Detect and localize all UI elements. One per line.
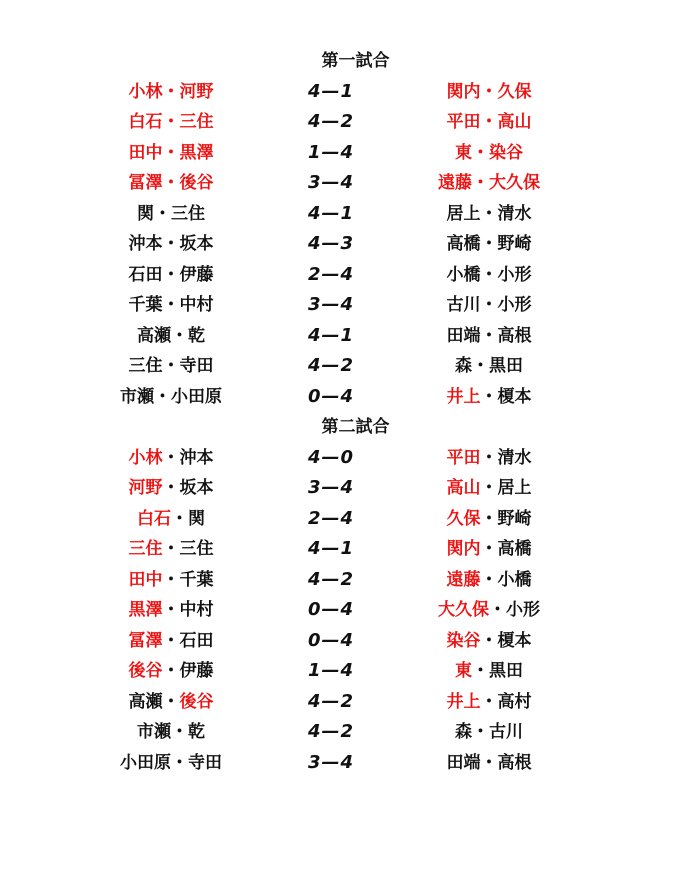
player-name: 石田 [128, 264, 163, 285]
section-title: 第二試合 [321, 417, 390, 437]
match-row [0, 321, 699, 352]
right-pair [414, 687, 564, 718]
right-pair [414, 321, 564, 352]
player-name: 黒田 [489, 356, 523, 376]
right-pair [414, 473, 564, 504]
left-pair [96, 626, 246, 657]
player-name: 小形 [506, 600, 540, 620]
match-score: 4—1 [307, 538, 355, 559]
name-separator: ・ [480, 569, 498, 590]
right-pair [414, 534, 564, 565]
player-name: 東 [455, 142, 472, 163]
right-pair [414, 260, 564, 291]
player-name: 白石 [137, 508, 171, 529]
right-pair [414, 77, 564, 108]
match-score: 0—4 [307, 599, 355, 620]
player-name: 坂本 [179, 234, 214, 254]
player-name: 居上 [446, 203, 481, 224]
player-name: 古川 [446, 295, 481, 315]
left-pair [96, 107, 246, 138]
name-separator: ・ [480, 508, 498, 529]
left-pair [96, 717, 246, 748]
left-pair [96, 260, 246, 291]
match-row [0, 290, 699, 321]
match-row [0, 565, 699, 596]
name-separator: ・ [162, 142, 180, 163]
player-name: 黒澤 [179, 142, 214, 163]
name-separator: ・ [480, 539, 498, 559]
name-separator: ・ [480, 386, 498, 407]
player-name: 野崎 [497, 234, 532, 254]
player-name: 高山 [446, 478, 481, 498]
left-pair [96, 656, 246, 687]
player-name: 高瀬 [137, 325, 171, 346]
match-score: 4—2 [307, 721, 355, 742]
player-name: 関内 [446, 81, 481, 102]
player-name: 千葉 [179, 569, 214, 590]
match-score: 4—2 [307, 568, 355, 590]
player-name: 井上 [446, 386, 481, 407]
right-pair [414, 168, 564, 199]
right-pair [414, 748, 564, 779]
name-separator: ・ [480, 752, 498, 773]
player-name: 高山 [497, 112, 532, 132]
name-separator: ・ [489, 600, 506, 620]
name-separator: ・ [480, 112, 498, 132]
player-name: 黒澤 [128, 600, 163, 620]
player-name: 伊藤 [179, 661, 214, 681]
name-separator: ・ [162, 600, 180, 620]
player-name: 高村 [497, 691, 532, 712]
left-pair [96, 168, 246, 199]
player-name: 遠藤 [438, 173, 472, 193]
right-pair [414, 595, 564, 626]
player-name: 沖本 [179, 447, 214, 468]
player-name: 小橋 [446, 264, 481, 285]
match-score: 4—3 [307, 233, 355, 254]
player-name: 大久保 [438, 600, 489, 620]
match-score: 4—2 [307, 111, 355, 132]
player-name: 冨澤 [128, 173, 163, 193]
player-name: 三住 [128, 539, 163, 559]
right-pair [414, 656, 564, 687]
player-name: 久保 [497, 81, 532, 102]
player-name: 井上 [446, 691, 481, 712]
player-name: 田端 [446, 752, 481, 773]
name-separator: ・ [154, 203, 171, 224]
name-separator: ・ [171, 508, 188, 529]
player-name: 石田 [179, 630, 214, 651]
player-name: 関 [137, 203, 154, 224]
player-name: 小田原 [120, 752, 171, 773]
player-name: 居上 [497, 478, 532, 498]
player-name: 染谷 [489, 142, 523, 163]
right-pair [414, 504, 564, 535]
match-score: 4—2 [307, 690, 355, 712]
player-name: 榎本 [497, 630, 532, 651]
right-pair [414, 229, 564, 260]
player-name: 野崎 [497, 508, 532, 529]
match-row [0, 168, 699, 199]
player-name: 榎本 [497, 386, 532, 407]
player-name: 関内 [446, 539, 481, 559]
match-row [0, 382, 699, 413]
player-name: 河野 [179, 81, 214, 102]
player-name: 遠藤 [446, 569, 481, 590]
match-row [0, 504, 699, 535]
player-name: 高橋 [446, 234, 481, 254]
player-name: 高根 [497, 752, 532, 773]
player-name: 久保 [446, 508, 481, 529]
player-name: 森 [455, 356, 472, 376]
player-name: 小林 [128, 447, 163, 468]
name-separator: ・ [154, 386, 171, 407]
match-score: 1—4 [307, 141, 355, 163]
player-name: 東 [455, 661, 472, 681]
left-pair [96, 290, 246, 321]
left-pair [96, 534, 246, 565]
right-pair [414, 351, 564, 382]
name-separator: ・ [171, 752, 188, 773]
player-name: 田中 [128, 569, 163, 590]
player-name: 高橋 [497, 539, 532, 559]
player-name: 市瀬 [137, 722, 171, 742]
player-name: 乾 [188, 325, 205, 346]
player-name: 小田原 [171, 386, 222, 407]
player-name: 千葉 [128, 295, 163, 315]
name-separator: ・ [480, 478, 498, 498]
match-score: 4—1 [307, 324, 355, 346]
player-name: 後谷 [179, 691, 214, 712]
right-pair [414, 138, 564, 169]
player-name: 染谷 [446, 630, 481, 651]
player-name: 大久保 [489, 173, 540, 193]
player-name: 高根 [497, 325, 532, 346]
match-score: 4—0 [307, 446, 355, 468]
player-name: 冨澤 [128, 630, 163, 651]
left-pair [96, 473, 246, 504]
player-name: 清水 [497, 447, 532, 468]
name-separator: ・ [162, 81, 180, 102]
match-score: 3—4 [307, 751, 355, 773]
match-row [0, 534, 699, 565]
match-score: 4—1 [307, 80, 355, 102]
name-separator: ・ [472, 661, 489, 681]
player-name: 後谷 [128, 661, 163, 681]
match-row [0, 260, 699, 291]
name-separator: ・ [162, 630, 180, 651]
player-name: 清水 [497, 203, 532, 224]
player-name: 白石 [128, 112, 163, 132]
name-separator: ・ [480, 264, 498, 285]
name-separator: ・ [480, 81, 498, 102]
match-row [0, 748, 699, 779]
match-score: 3—4 [307, 294, 355, 315]
player-name: 平田 [446, 447, 481, 468]
left-pair [96, 443, 246, 474]
name-separator: ・ [162, 447, 180, 468]
name-separator: ・ [162, 539, 180, 559]
match-row [0, 626, 699, 657]
player-name: 三住 [179, 112, 214, 132]
match-score: 1—4 [307, 660, 355, 681]
player-name: 後谷 [179, 173, 214, 193]
match-row [0, 229, 699, 260]
right-pair [414, 565, 564, 596]
match-score: 3—4 [307, 172, 355, 193]
name-separator: ・ [162, 173, 180, 193]
name-separator: ・ [162, 478, 180, 498]
name-separator: ・ [162, 234, 180, 254]
right-pair [414, 717, 564, 748]
name-separator: ・ [162, 661, 180, 681]
left-pair [96, 199, 246, 230]
name-separator: ・ [472, 142, 489, 163]
match-row [0, 473, 699, 504]
right-pair [414, 107, 564, 138]
name-separator: ・ [472, 173, 489, 193]
right-pair [414, 626, 564, 657]
name-separator: ・ [162, 691, 180, 712]
match-row [0, 107, 699, 138]
match-score: 2—4 [307, 263, 355, 285]
player-name: 田端 [446, 325, 481, 346]
match-row [0, 138, 699, 169]
match-row [0, 351, 699, 382]
match-row [0, 199, 699, 230]
left-pair [96, 565, 246, 596]
match-score: 0—4 [307, 385, 355, 407]
name-separator: ・ [480, 203, 498, 224]
left-pair [96, 351, 246, 382]
match-results-sheet [0, 46, 699, 778]
match-score: 2—4 [307, 507, 355, 529]
player-name: 寺田 [179, 356, 214, 376]
match-score: 0—4 [307, 629, 355, 651]
player-name: 寺田 [188, 752, 222, 773]
name-separator: ・ [472, 356, 489, 376]
player-name: 小形 [497, 295, 532, 315]
player-name: 沖本 [128, 234, 163, 254]
match-row [0, 656, 699, 687]
left-pair [96, 77, 246, 108]
left-pair [96, 595, 246, 626]
left-pair [96, 382, 246, 413]
player-name: 高瀬 [128, 691, 163, 712]
player-name: 河野 [128, 478, 163, 498]
right-pair [414, 199, 564, 230]
name-separator: ・ [480, 691, 498, 712]
match-row [0, 77, 699, 108]
left-pair [96, 748, 246, 779]
match-score: 4—1 [307, 202, 355, 224]
name-separator: ・ [162, 356, 180, 376]
match-score: 4—2 [307, 355, 355, 376]
name-separator: ・ [480, 630, 498, 651]
right-pair [414, 443, 564, 474]
match-row [0, 717, 699, 748]
player-name: 森 [455, 722, 472, 742]
player-name: 関 [188, 508, 205, 529]
left-pair [96, 138, 246, 169]
left-pair [96, 229, 246, 260]
left-pair [96, 321, 246, 352]
player-name: 中村 [179, 600, 214, 620]
name-separator: ・ [162, 569, 180, 590]
name-separator: ・ [162, 112, 180, 132]
player-name: 黒田 [489, 661, 523, 681]
match-row [0, 687, 699, 718]
player-name: 小橋 [497, 569, 532, 590]
name-separator: ・ [171, 325, 188, 346]
player-name: 市瀬 [120, 386, 154, 407]
player-name: 平田 [446, 112, 481, 132]
player-name: 中村 [179, 295, 214, 315]
name-separator: ・ [480, 325, 498, 346]
name-separator: ・ [162, 264, 180, 285]
match-row [0, 443, 699, 474]
player-name: 小林 [128, 81, 163, 102]
match-score: 3—4 [307, 477, 355, 498]
left-pair [96, 687, 246, 718]
match-row [0, 595, 699, 626]
player-name: 乾 [188, 722, 205, 742]
name-separator: ・ [171, 722, 188, 742]
name-separator: ・ [480, 447, 498, 468]
player-name: 田中 [128, 142, 163, 163]
name-separator: ・ [162, 295, 180, 315]
player-name: 伊藤 [179, 264, 214, 285]
left-pair [96, 504, 246, 535]
player-name: 坂本 [179, 478, 214, 498]
name-separator: ・ [472, 722, 489, 742]
player-name: 古川 [489, 722, 523, 742]
right-pair [414, 382, 564, 413]
player-name: 小形 [497, 264, 532, 285]
player-name: 三住 [171, 203, 205, 224]
name-separator: ・ [480, 295, 498, 315]
name-separator: ・ [480, 234, 498, 254]
player-name: 三住 [179, 539, 214, 559]
right-pair [414, 290, 564, 321]
player-name: 三住 [128, 356, 163, 376]
section-title: 第一試合 [321, 51, 390, 71]
